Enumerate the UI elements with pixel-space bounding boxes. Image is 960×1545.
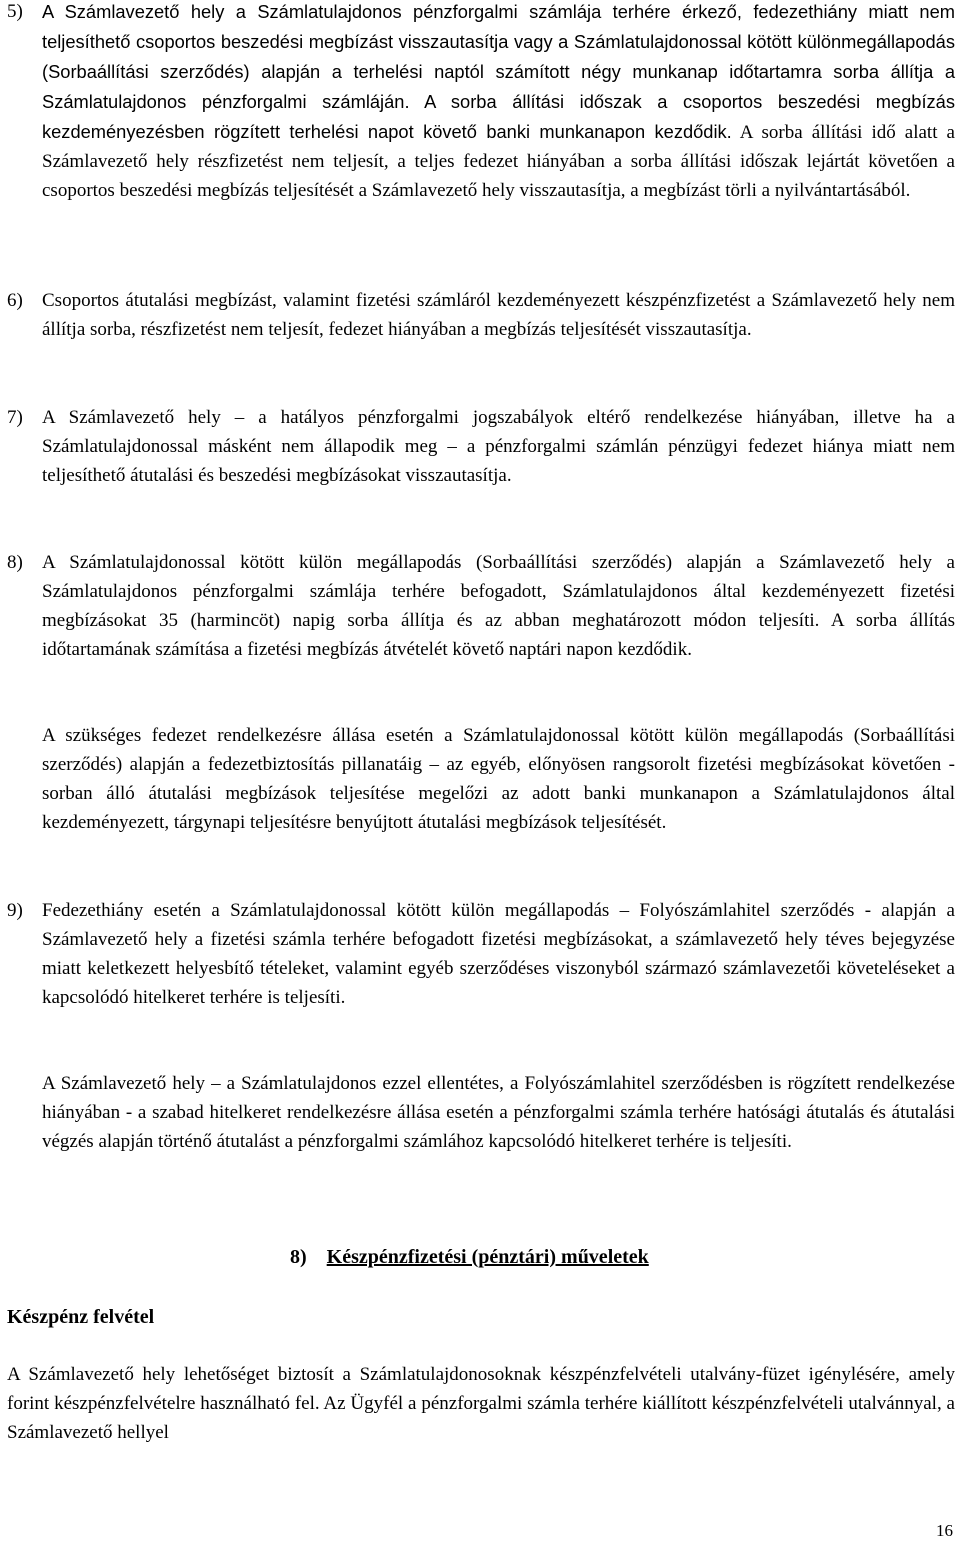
item-text-serif: A sorba állítási idő alatt a Számlavezető hely részfizetést nem teljesít, a teljes fedezet hiányában a sorba állítási időszak lejártát követően a csoportos beszedési megbízás teljesítését a Számlavezető hely visszautasítja, a megbízást törli a nyilvántartásából. bbox=[42, 122, 955, 201]
item-number: 6) bbox=[7, 290, 23, 311]
item-paragraph: A Számlavezető hely – a Számlatulajdonos ezzel ellentétes, a Folyószámlahitel szerződésben is rögzített rendelkezése hiányában - a szabad hitelkeret rendelkezésre állása esetén a pénzforgalmi számla terhére hatósági átutalás és átutalási végzés alapján történő átutalást a pénzforgalmi számlához kapcsolódó hitelkeret terhére is teljesíti. bbox=[42, 1073, 955, 1152]
section-title: Készpénzfizetési (pénztári) műveletek bbox=[326, 1246, 649, 1268]
section-heading bbox=[290, 1243, 649, 1272]
item-body bbox=[42, 548, 955, 664]
final-paragraph: A Számlavezető hely lehetőséget biztosít a Számlatulajdonosoknak készpénzfelvételi utalvány-füzet igénylésére, amely forint készpénzfelvételre használható fel. Az Ügyfél a pénzforgalmi számla terhére kiállított készpénzfelvételi utalvánnyal, a Számlavezető hellyel bbox=[7, 1364, 955, 1443]
item-number: 8) bbox=[7, 552, 23, 573]
item-text-sans: A Számlavezető hely a Számlatulajdonos pénzforgalmi számlája terhére érkező, fedezethiány miatt nem teljesíthető csoportos beszedési megbízást visszautasítja vagy a Számlatulajdonossal kötött különmegállapodás (Sorbaállítási szerződés) alapján a terhelési naptól számított négy munkanap időtartamra sorba állítja a Számlatulajdonos pénzforgalmi számláján. A sorba állítási időszak a csoportos beszedési megbízás kezdeményezésben rögzített terhelési napot követő banki munkanapon kezdődik. bbox=[42, 1, 955, 142]
final-paragraph-block bbox=[7, 1360, 955, 1447]
item-paragraph: Csoportos átutalási megbízást, valamint fizetési számláról kezdeményezett készpénzfizetést a Számlavezető hely nem állítja sorba, részfizetést nem teljesít, fedezet hiányában a megbízás teljesítését visszautasítja. bbox=[42, 290, 955, 340]
item-body bbox=[42, 286, 955, 344]
item-paragraph: Fedezethiány esetén a Számlatulajdonossal kötött külön megállapodás – Folyószámlahitel szerződés - alapján a Számlavezető hely a fizetési számla terhére befogadott fizetési megbízásokat, a számlavezető hely téves bejegyzése miatt keletkezett helyesbítő tételeket, valamint egyéb szerződéses viszonyból származó számlavezetői követeléseket a kapcsolódó hitelkeret terhére is teljesíti. bbox=[42, 900, 955, 1008]
section-number: 8) bbox=[290, 1246, 307, 1268]
item-paragraph bbox=[42, 0, 955, 205]
list-item-9-continuation bbox=[42, 1069, 955, 1156]
page-number: 16 bbox=[936, 1521, 953, 1540]
item-paragraph: A Számlatulajdonossal kötött külön megállapodás (Sorbaállítási szerződés) alapján a Számlavezető hely a Számlatulajdonos pénzforgalmi számlája terhére befogadott, Számlatulajdonos által kezdeményezett fizetési megbízásokat 35 (harmincöt) napig sorba állítja és az abban meghatározott módon teljesíti. A sorba állítás időtartamának számítása a fizetési megbízás átvételét követő naptári napon kezdődik. bbox=[42, 552, 955, 660]
list-item-5 bbox=[7, 0, 955, 205]
item-number: 7) bbox=[7, 407, 23, 428]
list-item-8 bbox=[7, 548, 955, 664]
list-item-8-continuation bbox=[42, 721, 955, 837]
item-body bbox=[42, 0, 955, 205]
list-item-9 bbox=[7, 896, 955, 1012]
list-item-6 bbox=[7, 286, 955, 344]
item-number: 9) bbox=[7, 900, 23, 921]
item-number: 5) bbox=[7, 1, 23, 22]
item-paragraph: A szükséges fedezet rendelkezésre állása esetén a Számlatulajdonossal kötött külön megállapodás (Sorbaállítási szerződés) alapján a fedezetbiztosítás pillanatáig – az egyéb, előnyösen rangsorolt fizetési megbízásokat követően - sorban álló átutalási megbízások teljesítése megelőzi az adott banki munkanapon a Számlatulajdonos által kezdeményezett, tárgynapi teljesítésre benyújtott átutalási megbízások teljesítését. bbox=[42, 725, 955, 833]
subsection-heading: Készpénz felvétel bbox=[7, 1306, 155, 1328]
item-body bbox=[42, 403, 955, 490]
list-item-7 bbox=[7, 403, 955, 490]
item-body bbox=[42, 896, 955, 1012]
item-paragraph: A Számlavezető hely – a hatályos pénzforgalmi jogszabályok eltérő rendelkezése hiányában, illetve ha a Számlatulajdonossal másként nem állapodik meg – a pénzforgalmi számlán pénzügyi fedezet hiánya miatt nem teljesíthető átutalási és beszedési megbízásokat visszautasítja. bbox=[42, 407, 955, 486]
